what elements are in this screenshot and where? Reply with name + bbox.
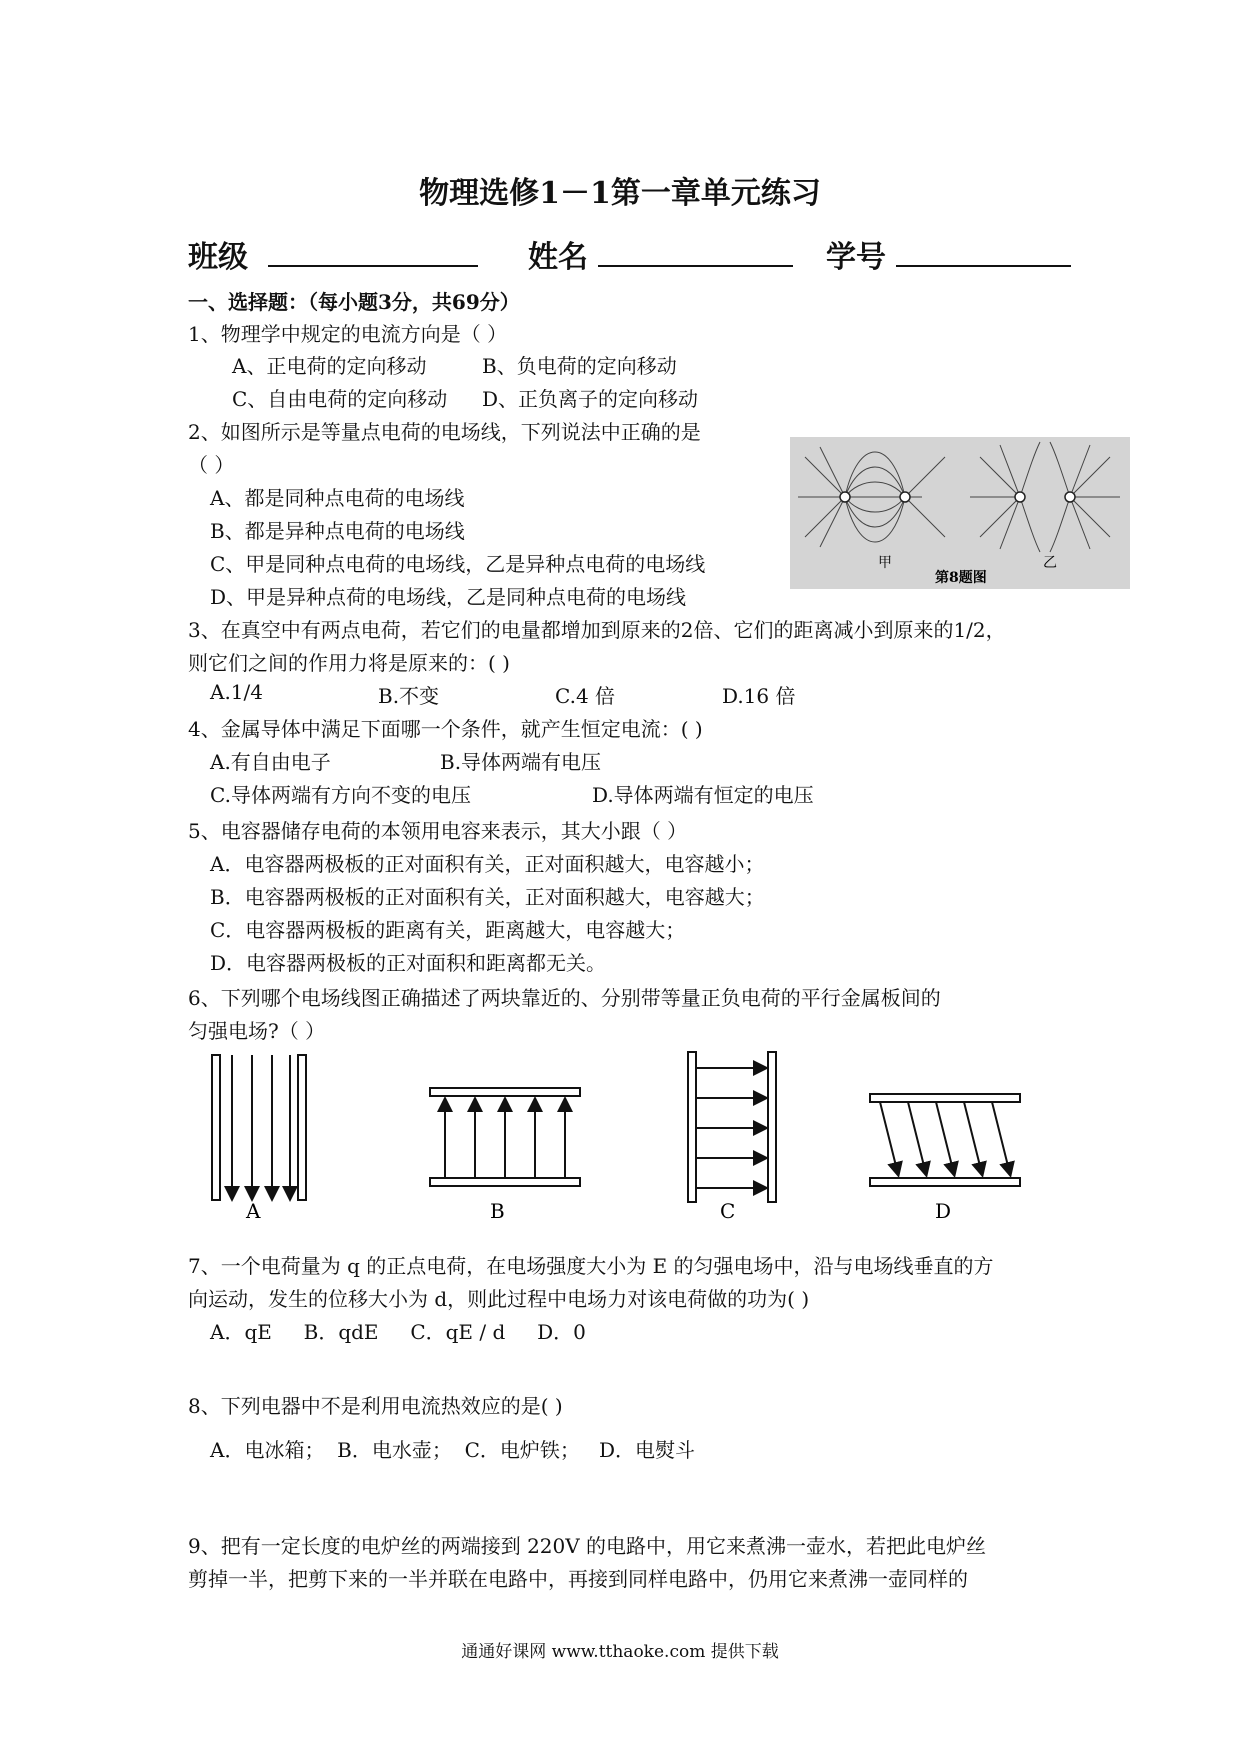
student-id-field [826,232,1071,276]
q6-stem-line1: 6、下列哪个电场线图正确描述了两块靠近的、分别带等量正负电荷的平行金属板间的 [188,986,941,1010]
q6-diagram-d [870,1094,1020,1186]
q2-field-lines-figure [790,437,1130,589]
q6-label-b: B [490,1199,505,1220]
q2-fig-label-left: 甲 [878,555,892,571]
q6-field-diagrams [190,1050,1070,1220]
q6-diagram-a [212,1055,306,1200]
q4-option-d[interactable]: D.导体两端有恒定的电压 [592,783,814,807]
q7-options[interactable]: A．qE B．qdE C．qE / d D．0 [210,1320,586,1344]
q5-option-b[interactable]: B．电容器两极板的正对面积有关，正对面积越大，电容越大； [210,885,765,909]
q3-option-a[interactable]: A.1/4 [210,680,263,704]
q2-fig-caption: 第8题图 [935,570,987,586]
class-label: 班级 [188,240,248,275]
q6-stem-line2: 匀强电场?（ ） [188,1019,326,1043]
name-blank[interactable] [598,237,793,267]
q7-stem-line1: 7、一个电荷量为 q 的正点电荷，在电场强度大小为 E 的匀强电场中，沿与电场线垂直的方 [188,1254,994,1278]
q5-option-a[interactable]: A．电容器两极板的正对面积有关，正对面积越大，电容越小； [210,852,765,876]
q3-stem-line1: 3、在真空中有两点电荷，若它们的电量都增加到原来的2倍、它们的距离减小到原来的1/2， [188,618,1006,642]
q2-option-b[interactable]: B、都是异种点电荷的电场线 [210,519,465,543]
q3-option-b[interactable]: B.不变 [378,684,440,708]
q4-option-c[interactable]: C.导体两端有方向不变的电压 [210,783,471,807]
q1-option-c[interactable]: C、自由电荷的定向移动 [232,387,448,411]
q3-stem-line2: 则它们之间的作用力将是原来的：( ) [188,651,510,675]
name-label: 姓名 [528,240,588,275]
page-title: 物理选修1－1第一章单元练习 [419,176,821,211]
student-id-label: 学号 [826,240,886,275]
q2-option-a[interactable]: A、都是同种点电荷的电场线 [210,486,465,510]
q4-option-a[interactable]: A.有自由电子 [210,750,331,774]
q6-diagram-c [688,1052,776,1202]
q9-stem-line1: 9、把有一定长度的电炉丝的两端接到 220V 的电路中，用它来煮沸一壶水，若把此电炉丝 [188,1534,987,1558]
q5-option-d[interactable]: D．电容器两极板的正对面积和距离都无关。 [210,951,607,975]
q6-diagram-b [430,1088,580,1186]
section-heading: 一、选择题：（每小题3分，共69分） [188,290,520,314]
name-field [528,232,793,276]
q3-option-d[interactable]: D.16 倍 [722,684,796,708]
q1-option-b[interactable]: B、负电荷的定向移动 [482,354,677,378]
class-blank[interactable] [268,237,478,267]
q8-options[interactable]: A．电冰箱； B．电水壶； C．电炉铁； D．电熨斗 [210,1438,695,1462]
q9-stem-line2: 剪掉一半，把剪下来的一半并联在电路中，再接到同样电路中，仍用它来煮沸一壶同样的 [188,1567,968,1591]
q1-option-a[interactable]: A、正电荷的定向移动 [232,354,427,378]
q6-label-c: C [720,1199,736,1220]
class-field [188,232,478,276]
page-footer: 通通好课网 www.tthaoke.com 提供下载 [461,1642,779,1662]
q5-stem: 5、电容器储存电荷的本领用电容来表示，其大小跟（ ） [188,819,688,843]
q2-fig-label-right: 乙 [1043,555,1057,571]
q7-stem-line2: 向运动，发生的位移大小为 d，则此过程中电场力对该电荷做的功为( ) [188,1287,810,1311]
q6-label-a: A [246,1199,261,1220]
q1-stem: 1、物理学中规定的电流方向是（ ） [188,322,508,346]
q8-stem: 8、下列电器中不是利用电流热效应的是( ) [188,1394,563,1418]
q1-option-d[interactable]: D、正负离子的定向移动 [482,387,699,411]
student-id-blank[interactable] [896,237,1071,267]
q3-option-c[interactable]: C.4 倍 [555,684,616,708]
q2-stem-line1: 2、如图所示是等量点电荷的电场线，下列说法中正确的是 [188,420,701,444]
q6-label-d: D [935,1199,952,1220]
q2-option-c[interactable]: C、甲是同种点电荷的电场线，乙是异种点电荷的电场线 [210,552,706,576]
q2-option-d[interactable]: D、甲是异种点荷的电场线，乙是同种点电荷的电场线 [210,585,687,609]
q2-stem-line2: （ ） [188,453,235,477]
q4-option-b[interactable]: B.导体两端有电压 [440,750,602,774]
q4-stem: 4、金属导体中满足下面哪一个条件，就产生恒定电流：( ) [188,717,703,741]
q5-option-c[interactable]: C．电容器两极板的距离有关，距离越大，电容越大； [210,918,686,942]
